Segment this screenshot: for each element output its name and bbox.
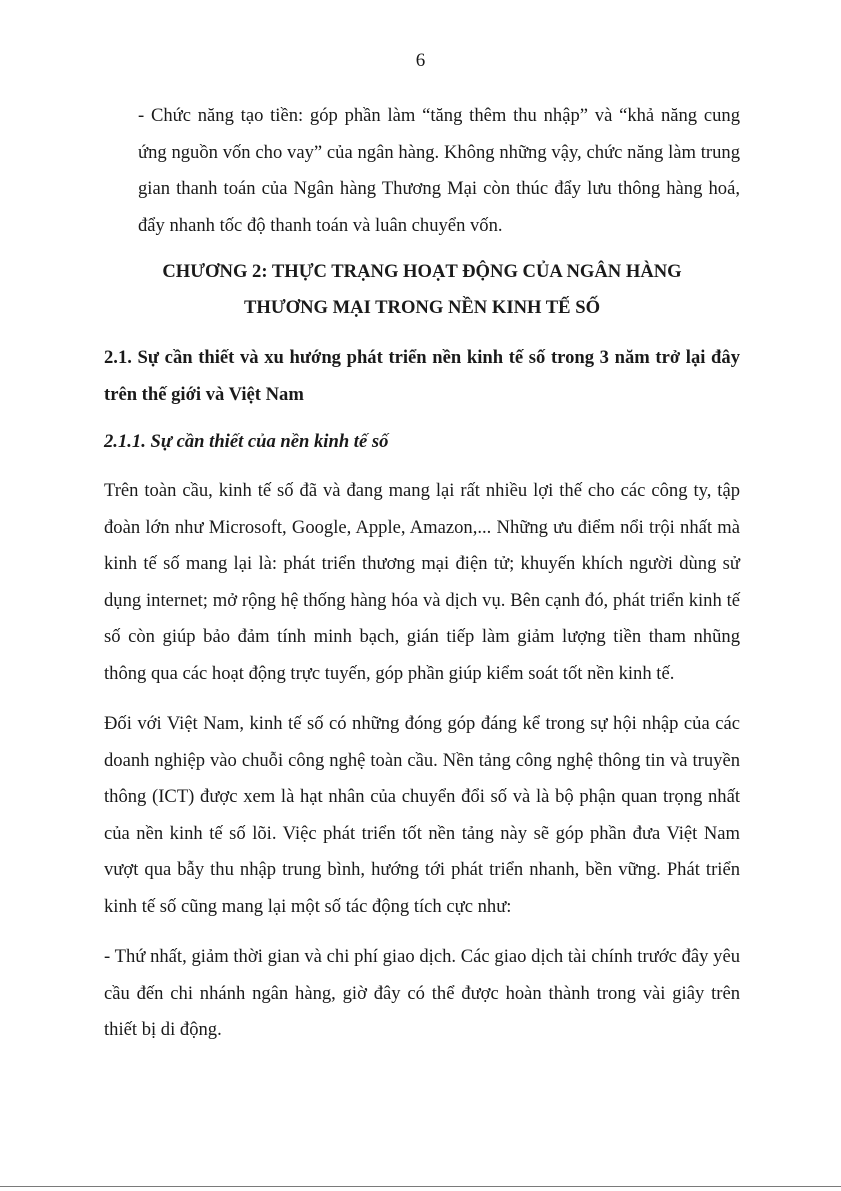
intro-paragraph: - Chức năng tạo tiền: góp phần làm “tăng thêm thu nhập” và “khả năng cung ứng nguồn vốn cho vay” của ngân hàng. Không những vậy, chức năng làm trung gian thanh toán của Ngân hàng Thương Mại còn thúc đẩy lưu thông hàng hoá, đẩy nhanh tốc độ thanh toán và luân chuyển vốn. [138,105,740,236]
subsection-title: 2.1.1. Sự cần thiết của nền kinh tế số [104,431,389,452]
page-number: 6 [415,50,426,71]
chapter-title-line-1: CHƯƠNG 2: THỰC TRẠNG HOẠT ĐỘNG CỦA NGÂN HÀNG [162,261,682,282]
body-paragraph-2: Đối với Việt Nam, kinh tế số có những đóng góp đáng kể trong sự hội nhập của các doanh nghiệp vào chuỗi công nghệ toàn cầu. Nền tảng công nghệ thông tin và truyền thông (ICT) được xem là hạt nhân của chuyển đổi số và là bộ phận quan trọng nhất của nền kinh tế số lõi. Việc phát triển tốt nền tảng này sẽ góp phần đưa Việt Nam vượt qua bẫy thu nhập trung bình, hướng tới phát triển nhanh, bền vững. Phát triển kinh tế số cũng mang lại một số tác động tích cực như: [104,713,740,917]
chapter-title-line-2: THƯƠNG MẠI TRONG NỀN KINH TẾ SỐ [243,297,601,318]
document-body [104,98,740,1049]
body-paragraph-1: Trên toàn cầu, kinh tế số đã và đang mang lại rất nhiều lợi thế cho các công ty, tập đoàn lớn như Microsoft, Google, Apple, Amazon,... Những ưu điểm nổi trội nhất mà kinh tế số mang lại là: phát triển thương mại điện tử; khuyến khích người dùng sử dụng internet; mở rộng hệ thống hàng hóa và dịch vụ. Bên cạnh đó, phát triển kinh tế số còn giúp bảo đảm tính minh bạch, gián tiếp làm giảm lượng tiền tham nhũng thông qua các hoạt động trực tuyến, góp phần giúp kiểm soát tốt nền kinh tế. [104,480,740,684]
intro-block [104,98,740,244]
chapter-title [104,254,740,326]
body-paragraph-3: - Thứ nhất, giảm thời gian và chi phí giao dịch. Các giao dịch tài chính trước đây yêu cầu đến chi nhánh ngân hàng, giờ đây có thể được hoàn thành trong vài giây trên thiết bị di động. [104,946,740,1040]
section-title: 2.1. Sự cần thiết và xu hướng phát triển nền kinh tế số trong 3 năm trở lại đây trên thế giới và Việt Nam [104,347,740,405]
page-bottom-divider [0,1186,841,1187]
